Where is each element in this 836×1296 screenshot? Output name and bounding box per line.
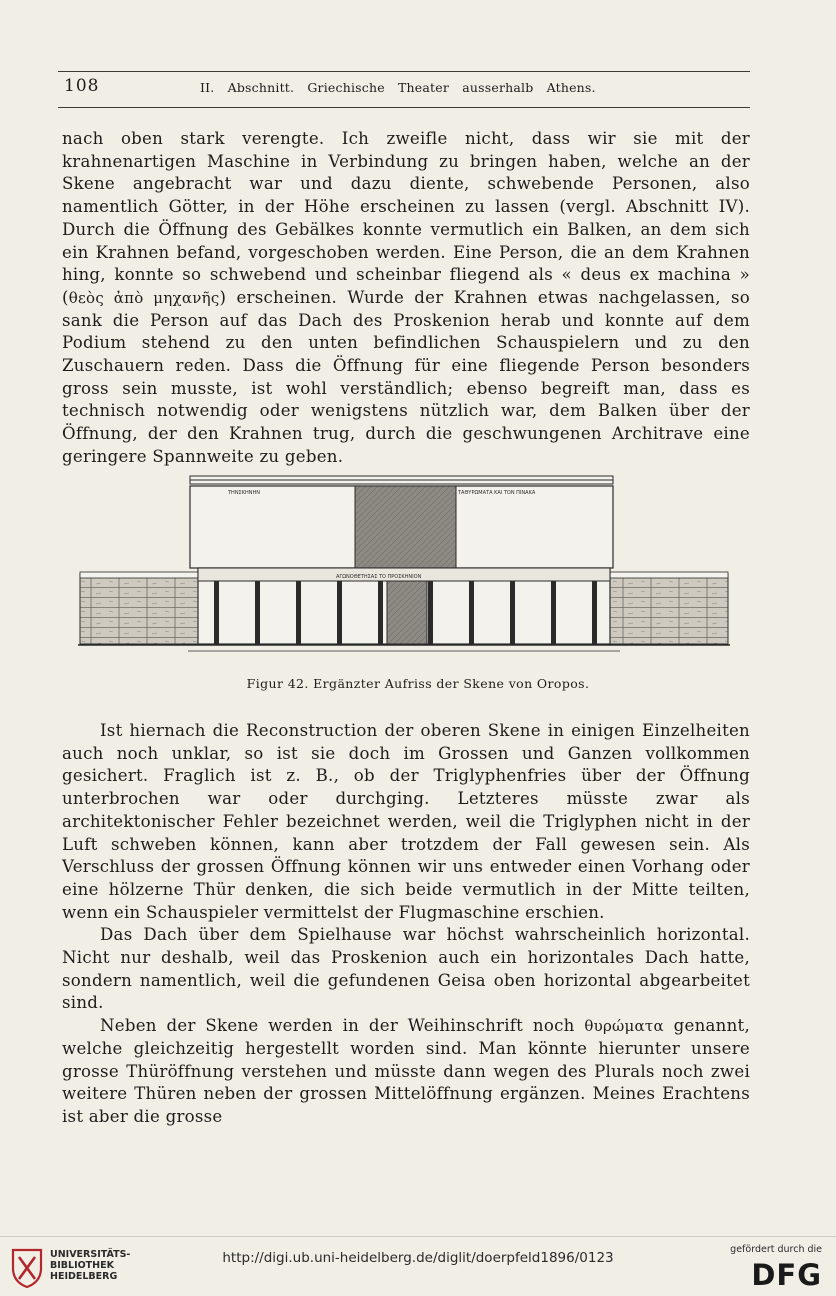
header-bottom-rule — [58, 107, 750, 108]
paragraph-1-text-a: nach oben stark verengte. Ich zweifle nicht, dass wir sie mit der krahnenartigen Maschine in Verbindung zu bringen haben, welche an der Skene angebracht war und dazu diente, schwebende Personen, also namentlich Götter, in der Höhe erscheinen zu lassen (vergl. Abschnitt IV). Durch die Öffnung des Gebälkes konnte vermutlich ein Balken, an dem sich ein Krahnen befand, vorgeschoben werden. Eine Person, die an dem Krahnen hing, konnte so schwebend und scheinbar fliegend als « deus ex machina » ( — [62, 129, 750, 307]
figure-caption: Figur 42. Ergänzter Aufriss der Skene von Oropos. — [246, 676, 590, 691]
greek-word-thyromata: θυρώματα — [584, 1017, 664, 1036]
body-text-lower — [62, 720, 750, 1129]
paragraph-1 — [62, 128, 750, 469]
upper-inscription-left: ΤΗΝΣΚΗΝΗΝ — [228, 490, 260, 496]
paragraph-4-text-a: Neben der Skene werden in der Weihinschrift noch — [100, 1016, 585, 1036]
page-number: 108 — [64, 76, 100, 96]
paragraph-4 — [62, 1015, 750, 1129]
upper-inscription-right: ΤΑΘΥΡΩΜΑΤΑ ΚΑΙ ΤΟΝ ΠΙΝΑΚΑ — [458, 490, 536, 496]
proskenion — [198, 568, 610, 644]
paragraph-3: Das Dach über dem Spielhause war höchst wahrscheinlich horizontal. Nicht nur deshalb, weil das Proskenion auch ein horizontales Dach hatte, sondern namentlich, weil die gefundenen Geisa oben horizontal abgearbeitet sind. — [62, 925, 750, 1013]
upper-opening — [355, 486, 456, 568]
library-name-line-3: HEIDELBERG — [50, 1271, 118, 1282]
dfg-logo: DFG — [751, 1258, 822, 1292]
skene-elevation-figure — [78, 468, 730, 663]
proskenion-central-door — [387, 581, 427, 644]
footer-rule — [0, 1236, 836, 1237]
permalink-url[interactable]: http://digi.ub.uni-heidelberg.de/diglit/doerpfeld1896/0123 — [222, 1250, 614, 1266]
header-top-rule — [58, 71, 750, 72]
running-head: II. Abschnitt. Griechische Theater ausserhalb Athens. — [200, 80, 596, 95]
paragraph-2: Ist hiernach die Reconstruction der oberen Skene in einigen Einzelheiten auch noch unklar, so ist sie doch im Grossen und Ganzen vollkommen gesichert. Fraglich ist z. B., ob der Triglyphenfries über der Öffnung unterbrochen war oder durchging. Letzteres müsste zwar als architektonischer Fehler bezeichnet werden, weil die Triglyphen nicht in der Luft schweben können, kann aber trotzdem der Fall gewesen sein. Als Verschluss der grossen Öffnung können wir uns entweder einen Vorhang oder eine hölzerne Thür denken, die sich beide vermutlich in der Mitte teilten, wenn ein Schauspieler vermittelst der Flugmaschine erschien. — [62, 721, 750, 922]
lower-inscription: ΑΓΩΝΟΘΕΤΗΣΑΣ ΤΟ ΠΡΟΣΚΗΝΙΟΝ — [336, 574, 422, 580]
library-name-line-2: BIBLIOTHEK — [50, 1260, 114, 1271]
library-name-line-1: UNIVERSITÄTS- — [50, 1249, 131, 1260]
greek-phrase-deus-ex-machina: θεὸς ἀπὸ μηχανῆς — [68, 288, 220, 307]
paragraph-1-text-b: ) erscheinen. Wurde der Krahnen etwas nachgelassen, so sank die Person auf das Dach des Proskenion herab und konnte auf dem Podium stehend zu den unten befindlichen Schauspielern und zu den Zuschauern reden. Dass die Öffnung für eine fliegende Person besonders gross sein musste, ist wohl verständlich; ebenso begreift man, dass es technisch notwendig oder wenigstens nützlich war, dem Balken über der Öffnung, der den Krahnen trug, durch die geschwungenen Architrave eine geringere Spannweite zu geben. — [62, 287, 750, 466]
upper-skene — [190, 476, 613, 568]
paragraph-4-text-b: genannt, welche gleichzeitig hergestellt worden sind. Man könnte hierunter unsere grosse Thüröffnung verstehen und müsste dann wegen des Plurals noch zwei weitere Thüren neben der grossen Mittelöffnung ergänzen. Meines Erachtens ist aber die grosse — [62, 1016, 750, 1126]
funding-note: gefördert durch die — [730, 1244, 822, 1255]
